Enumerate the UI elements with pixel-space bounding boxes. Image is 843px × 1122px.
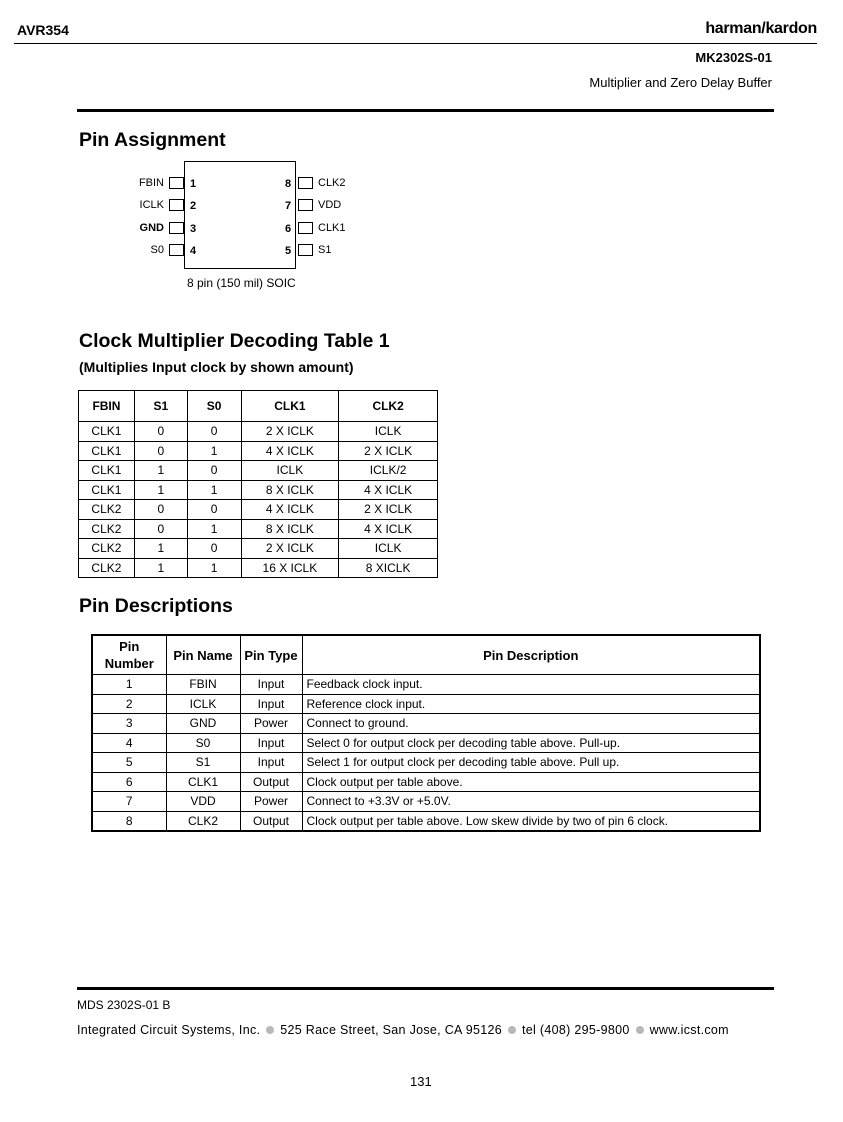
- decoding-table-subtitle: (Multiplies Input clock by shown amount): [79, 359, 354, 375]
- pin-number: 2: [190, 200, 197, 212]
- document-id: MDS 2302S-01 B: [77, 998, 171, 1012]
- table-cell: 0: [187, 422, 241, 442]
- pin-label-s1: S1: [318, 244, 332, 256]
- table-cell: 1: [187, 480, 241, 500]
- table-cell: 2 X ICLK: [241, 422, 339, 442]
- table-cell: 2: [92, 694, 166, 714]
- table-cell: 1: [134, 480, 187, 500]
- table-cell: 1: [187, 519, 241, 539]
- pin-lead: [169, 244, 184, 256]
- table-cell: 0: [134, 500, 187, 520]
- decoding-table: [78, 390, 438, 578]
- column-header: Pin Number: [92, 635, 166, 675]
- table-row: [92, 733, 760, 753]
- table-row: [79, 558, 438, 578]
- table-cell: CLK1: [79, 461, 135, 481]
- table-cell: 0: [187, 500, 241, 520]
- pin-label-gnd: GND: [139, 222, 164, 234]
- table-cell: Power: [240, 714, 302, 734]
- pin-lead: [169, 199, 184, 211]
- table-cell: CLK1: [79, 480, 135, 500]
- table-row: [79, 441, 438, 461]
- table-cell: 8 X ICLK: [241, 480, 339, 500]
- pin-number: 1: [190, 178, 197, 190]
- pin-number: 6: [285, 223, 292, 235]
- company-name: Integrated Circuit Systems, Inc.: [77, 1023, 261, 1037]
- column-header: Pin Name: [166, 635, 240, 675]
- table-cell: 0: [187, 461, 241, 481]
- table-cell: CLK1: [79, 422, 135, 442]
- table-cell: ICLK: [339, 539, 438, 559]
- table-cell: Input: [240, 753, 302, 773]
- pin-lead: [298, 199, 313, 211]
- pin-lead: [169, 177, 184, 189]
- brand-logo: harman/kardon: [705, 20, 817, 37]
- page-number: 131: [410, 1074, 432, 1089]
- table-cell: 5: [92, 753, 166, 773]
- table-cell: 0: [134, 519, 187, 539]
- table-cell: CLK2: [79, 500, 135, 520]
- pin-lead: [298, 177, 313, 189]
- table-row: [92, 694, 760, 714]
- table-cell: 8 XICLK: [339, 558, 438, 578]
- table-row: [79, 519, 438, 539]
- table-cell: CLK2: [79, 539, 135, 559]
- company-address: 525 Race Street, San Jose, CA 95126: [280, 1023, 503, 1037]
- table-cell: CLK1: [166, 772, 240, 792]
- table-cell: CLK2: [166, 811, 240, 831]
- table-cell: 0: [134, 422, 187, 442]
- table-cell: 4: [92, 733, 166, 753]
- table-row: [92, 753, 760, 773]
- company-website[interactable]: www.icst.com: [649, 1023, 729, 1037]
- table-cell: 8 X ICLK: [241, 519, 339, 539]
- table-cell: Input: [240, 694, 302, 714]
- table-cell: 7: [92, 792, 166, 812]
- company-phone: tel (408) 295-9800: [522, 1023, 630, 1037]
- part-subtitle: Multiplier and Zero Delay Buffer: [589, 75, 772, 90]
- table-cell: Clock output per table above.: [302, 772, 760, 792]
- bullet-dot-icon: [636, 1026, 644, 1034]
- table-cell: Select 0 for output clock per decoding table above. Pull-up.: [302, 733, 760, 753]
- pin-description-table: [91, 634, 761, 832]
- table-cell: Select 1 for output clock per decoding table above. Pull up.: [302, 753, 760, 773]
- model-label: AVR354: [17, 22, 69, 38]
- table-cell: FBIN: [166, 675, 240, 695]
- pin-descriptions-title: Pin Descriptions: [79, 595, 233, 617]
- table-cell: 1: [187, 558, 241, 578]
- table-cell: ICLK: [241, 461, 339, 481]
- table-cell: Connect to ground.: [302, 714, 760, 734]
- table-cell: Clock output per table above. Low skew divide by two of pin 6 clock.: [302, 811, 760, 831]
- table-row: [92, 714, 760, 734]
- table-cell: 1: [134, 461, 187, 481]
- table-row: [79, 500, 438, 520]
- decoding-table-title: Clock Multiplier Decoding Table 1: [79, 330, 390, 352]
- pin-number: 8: [285, 178, 292, 190]
- pin-lead: [169, 222, 184, 234]
- bullet-dot-icon: [266, 1026, 274, 1034]
- table-cell: ICLK/2: [339, 461, 438, 481]
- header-thick-rule: [77, 109, 774, 112]
- table-row: [79, 461, 438, 481]
- table-cell: 8: [92, 811, 166, 831]
- table-cell: CLK2: [79, 519, 135, 539]
- pin-number: 5: [285, 245, 292, 257]
- package-caption: 8 pin (150 mil) SOIC: [187, 276, 296, 290]
- table-row: [79, 480, 438, 500]
- pin-label-iclk: ICLK: [139, 199, 164, 211]
- table-cell: Feedback clock input.: [302, 675, 760, 695]
- column-header: Pin Type: [240, 635, 302, 675]
- table-cell: 0: [134, 441, 187, 461]
- pin-number: 7: [285, 200, 292, 212]
- table-cell: GND: [166, 714, 240, 734]
- table-cell: S1: [166, 753, 240, 773]
- table-row: [92, 675, 760, 695]
- table-cell: 2 X ICLK: [339, 500, 438, 520]
- table-cell: VDD: [166, 792, 240, 812]
- pin-label-clk1: CLK1: [318, 222, 346, 234]
- column-header: CLK1: [241, 391, 339, 422]
- chip-package-body: [184, 161, 296, 269]
- pin-label-s0: S0: [150, 244, 164, 256]
- pin-lead: [298, 222, 313, 234]
- table-cell: 1: [134, 558, 187, 578]
- table-cell: Input: [240, 733, 302, 753]
- table-cell: 0: [187, 539, 241, 559]
- header-rule: [14, 43, 817, 44]
- table-cell: Output: [240, 772, 302, 792]
- table-row: [92, 772, 760, 792]
- table-cell: CLK1: [79, 441, 135, 461]
- pin-assignment-title: Pin Assignment: [79, 129, 226, 151]
- table-cell: 16 X ICLK: [241, 558, 339, 578]
- table-cell: 2 X ICLK: [241, 539, 339, 559]
- table-cell: Reference clock input.: [302, 694, 760, 714]
- table-cell: 2 X ICLK: [339, 441, 438, 461]
- table-cell: 4 X ICLK: [241, 441, 339, 461]
- table-cell: Output: [240, 811, 302, 831]
- table-cell: ICLK: [339, 422, 438, 442]
- table-row: [79, 539, 438, 559]
- table-cell: 1: [187, 441, 241, 461]
- pin-number: 4: [190, 245, 197, 257]
- table-cell: 1: [92, 675, 166, 695]
- table-cell: 6: [92, 772, 166, 792]
- column-header: S1: [134, 391, 187, 422]
- part-number: MK2302S-01: [695, 50, 772, 65]
- column-header: CLK2: [339, 391, 438, 422]
- pin-label-vdd: VDD: [318, 199, 342, 211]
- table-cell: Power: [240, 792, 302, 812]
- table-cell: 3: [92, 714, 166, 734]
- column-header: S0: [187, 391, 241, 422]
- table-cell: 4 X ICLK: [241, 500, 339, 520]
- pin-lead: [298, 244, 313, 256]
- pin-label-clk2: CLK2: [318, 177, 346, 189]
- pin-label-fbin: FBIN: [138, 177, 164, 189]
- column-header: Pin Description: [302, 635, 760, 675]
- pin-number: 3: [190, 223, 197, 235]
- column-header: FBIN: [79, 391, 135, 422]
- table-cell: S0: [166, 733, 240, 753]
- table-row: [79, 422, 438, 442]
- bullet-dot-icon: [508, 1026, 516, 1034]
- table-cell: Connect to +3.3V or +5.0V.: [302, 792, 760, 812]
- table-cell: Input: [240, 675, 302, 695]
- footer-rule: [77, 987, 774, 990]
- table-cell: ICLK: [166, 694, 240, 714]
- table-cell: CLK2: [79, 558, 135, 578]
- table-cell: 4 X ICLK: [339, 480, 438, 500]
- table-row: [92, 811, 760, 831]
- table-row: [92, 792, 760, 812]
- table-cell: 1: [134, 539, 187, 559]
- table-cell: 4 X ICLK: [339, 519, 438, 539]
- company-line: [77, 1023, 729, 1037]
